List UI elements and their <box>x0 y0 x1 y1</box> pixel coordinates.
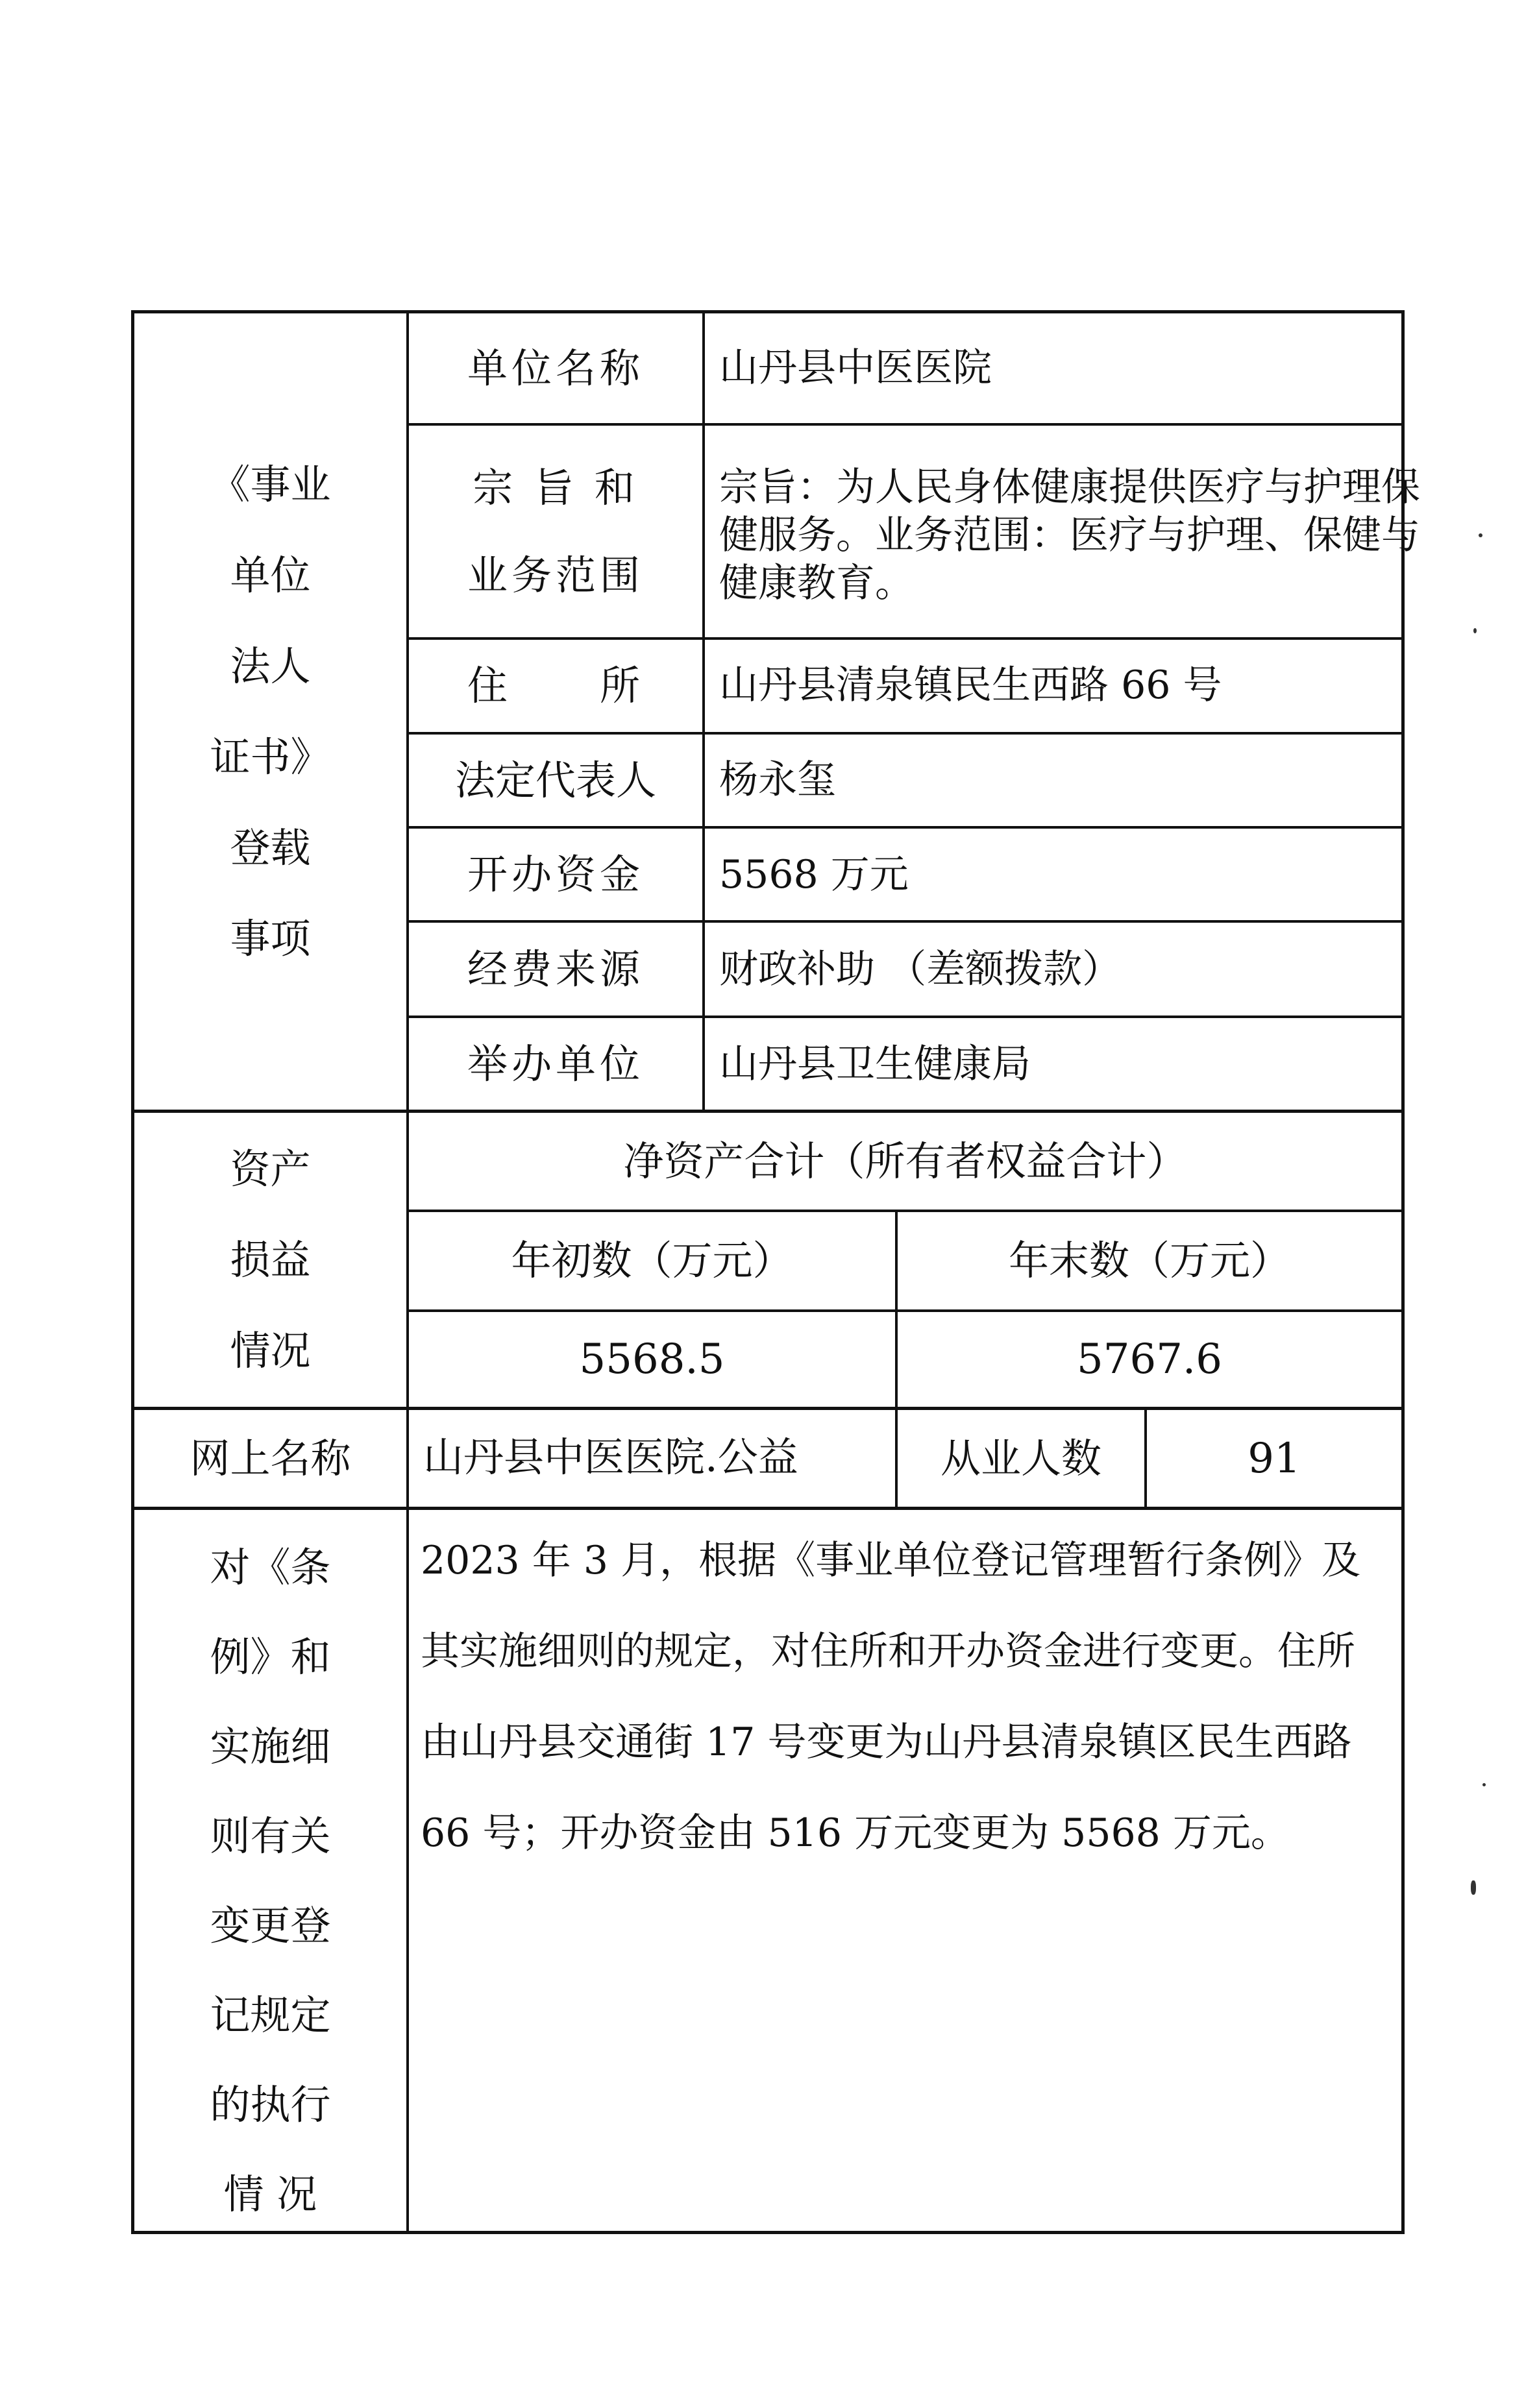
scan-speck <box>1482 1783 1486 1786</box>
sponsor-value: 山丹县卫生健康局 <box>719 1041 1031 1087</box>
staff-count-label: 从业人数 <box>940 1434 1101 1482</box>
label-line: 对《条 <box>210 1544 331 1591</box>
staff-count-value: 91 <box>1248 1434 1301 1483</box>
certificate-section-label <box>134 313 406 1110</box>
address-value: 山丹县清泉镇民生西路 66 号 <box>719 663 1222 708</box>
label-line: 事项 <box>230 914 311 962</box>
capital-value: 5568 万元 <box>719 852 909 897</box>
label-line: 损益 <box>230 1235 311 1283</box>
funding-label: 经费来源 <box>467 945 644 993</box>
legal-rep-value: 杨永玺 <box>719 757 836 803</box>
capital-label: 开办资金 <box>467 850 644 898</box>
changes-description: 2023 年 3 月，根据《事业单位登记管理暂行条例》及其实施细则的规定，对住所和开办资金进行变更。住所由山丹县交通街 17 号变更为山丹县清泉镇区民生西路 66 号；开办资金由 516 万元变更为 5568 万元。 <box>421 1538 1361 1856</box>
label-line: 《事业 <box>210 460 331 508</box>
label-line: 的执行 <box>210 2081 331 2128</box>
start-of-year-value: 5568.5 <box>579 1335 725 1383</box>
online-name-label: 网上名称 <box>190 1434 351 1482</box>
purpose-value <box>719 463 1420 607</box>
label-line: 法人 <box>230 642 311 690</box>
label-line: 记规定 <box>210 1991 331 2039</box>
scan-speck <box>1471 1880 1476 1895</box>
end-of-year-header: 年末数（万元） <box>1008 1237 1290 1284</box>
purpose-label <box>409 426 702 637</box>
sponsor-label: 举办单位 <box>467 1040 644 1088</box>
end-of-year-value: 5767.6 <box>1077 1335 1222 1383</box>
assets-section-label <box>134 1113 406 1407</box>
label-line: 资产 <box>230 1145 311 1193</box>
value-line: 宗旨：为人民身体健康提供医疗与护理保 <box>719 465 1420 510</box>
label-line: 情况 <box>230 1326 311 1374</box>
value-line: 健服务。业务范围：医疗与护理、保健与 <box>719 513 1420 558</box>
label-line: 例》和 <box>210 1633 331 1681</box>
online-name-value: 山丹县中医医院.公益 <box>423 1433 798 1481</box>
net-assets-header: 净资产合计（所有者权益合计） <box>623 1137 1187 1185</box>
changes-section-label <box>134 1510 406 2231</box>
label-line: 则有关 <box>210 1812 331 1860</box>
value-line: 健康教育。 <box>719 561 914 606</box>
unit-name-value: 山丹县中医医院 <box>719 345 992 391</box>
funding-value: 财政补助 （差额拨款） <box>719 947 1122 992</box>
label-line: 业务范围 <box>467 552 644 599</box>
address-label: 住 所 <box>467 662 644 709</box>
legal-rep-label: 法定代表人 <box>454 756 656 804</box>
label-value-divider <box>702 310 705 1112</box>
scan-speck <box>1479 533 1482 537</box>
label-line: 情 况 <box>223 2171 317 2218</box>
label-line: 宗 旨 和 <box>473 464 639 511</box>
table-border-bottom <box>131 2231 1405 2234</box>
label-line: 单位 <box>230 551 311 599</box>
unit-name-label: 单位名称 <box>467 344 644 392</box>
label-line: 变更登 <box>210 1902 331 1949</box>
label-line: 证书》 <box>210 733 331 781</box>
start-of-year-header: 年初数（万元） <box>511 1237 793 1284</box>
label-line: 登载 <box>230 823 311 871</box>
label-line: 实施细 <box>210 1723 331 1770</box>
scan-speck <box>1473 628 1477 633</box>
